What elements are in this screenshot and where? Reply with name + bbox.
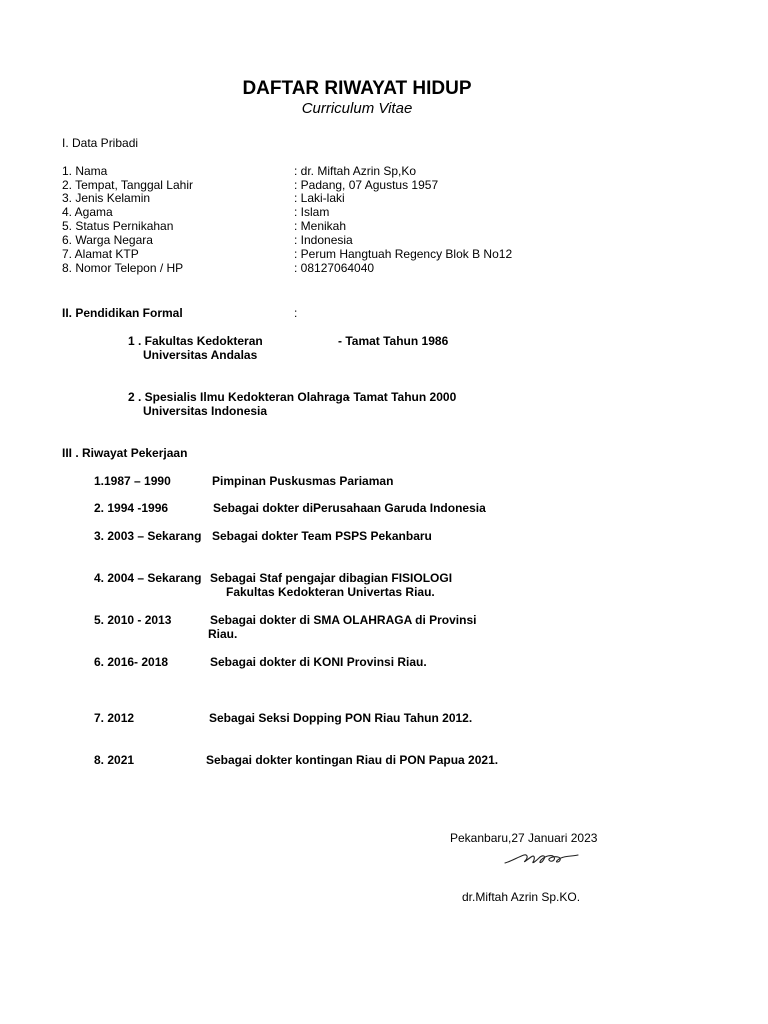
education-item-2-line1: 2 . Spesialis Ilmu Kedokteran Olahraga (128, 390, 350, 404)
personal-label-citizenship: 6. Warga Negara (62, 233, 153, 247)
section-heading-work: III . Riwayat Pekerjaan (62, 446, 188, 460)
work-item-7-desc: Sebagai Seksi Dopping PON Riau Tahun 2012. (209, 711, 473, 725)
work-item-2-desc: Sebagai dokter diPerusahaan Garuda Indonesia (213, 501, 486, 515)
signature-image (502, 848, 582, 870)
work-item-5-desc: Sebagai dokter di SMA OLAHRAGA di Provinsi (210, 613, 477, 627)
section-heading-personal: I. Data Pribadi (62, 136, 139, 150)
personal-label-birth: 2. Tempat, Tanggal Lahir (62, 178, 193, 192)
personal-value-name: : dr. Miftah Azrin Sp,Ko (294, 164, 417, 178)
work-item-1-desc: Pimpinan Puskusmas Pariaman (212, 474, 394, 488)
work-item-2-period: 2. 1994 -1996 (94, 501, 169, 515)
document-subtitle: Curriculum Vitae (301, 100, 413, 117)
work-item-6-desc: Sebagai dokter di KONI Provinsi Riau. (210, 655, 427, 669)
personal-value-religion: : Islam (294, 205, 330, 219)
work-item-4-desc2: Fakultas Kedokteran Univertas Riau. (226, 585, 435, 599)
education-item-1-line1: 1 . Fakultas Kedokteran (128, 334, 263, 348)
document-title: DAFTAR RIWAYAT HIDUP (242, 78, 472, 99)
education-item-2-year: - Tamat Tahun 2000 (346, 390, 457, 404)
personal-value-gender: : Laki-laki (294, 191, 345, 205)
personal-value-marital: : Menikah (294, 219, 347, 233)
work-item-5-desc2: Riau. (208, 627, 238, 641)
personal-value-citizenship: : Indonesia (294, 233, 353, 247)
personal-label-marital: 5. Status Pernikahan (62, 219, 174, 233)
signer-name: dr.Miftah Azrin Sp.KO. (462, 890, 581, 904)
personal-label-address: 7. Alamat KTP (62, 247, 139, 261)
work-item-7-period: 7. 2012 (94, 711, 135, 725)
education-item-1-year: - Tamat Tahun 1986 (338, 334, 449, 348)
education-colon: : (294, 306, 298, 320)
work-item-4-period: 4. 2004 – Sekarang (94, 571, 202, 585)
work-item-8-period: 8. 2021 (94, 753, 135, 767)
personal-label-name: 1. Nama (62, 164, 108, 178)
personal-label-phone: 8. Nomor Telepon / HP (62, 261, 184, 275)
personal-value-birth: : Padang, 07 Agustus 1957 (294, 178, 439, 192)
work-item-1-period: 1.1987 – 1990 (94, 474, 171, 488)
work-item-8-desc: Sebagai dokter kontingan Riau di PON Papua 2021. (206, 753, 499, 767)
personal-value-address: : Perum Hangtuah Regency Blok B No12 (294, 247, 513, 261)
personal-label-religion: 4. Agama (62, 205, 113, 219)
work-item-6-period: 6. 2016- 2018 (94, 655, 169, 669)
personal-value-phone: : 08127064040 (294, 261, 375, 275)
place-date: Pekanbaru,27 Januari 2023 (450, 831, 598, 845)
work-item-3-period: 3. 2003 – Sekarang (94, 529, 202, 543)
personal-label-gender: 3. Jenis Kelamin (62, 191, 151, 205)
education-item-2-line2: Universitas Indonesia (143, 404, 268, 418)
work-item-3-desc: Sebagai dokter Team PSPS Pekanbaru (212, 529, 432, 543)
education-item-1-line2: Universitas Andalas (143, 348, 258, 362)
work-item-5-period: 5. 2010 - 2013 (94, 613, 172, 627)
work-item-4-desc: Sebagai Staf pengajar dibagian FISIOLOGI (210, 571, 453, 585)
section-heading-education: II. Pendidikan Formal (62, 306, 183, 320)
